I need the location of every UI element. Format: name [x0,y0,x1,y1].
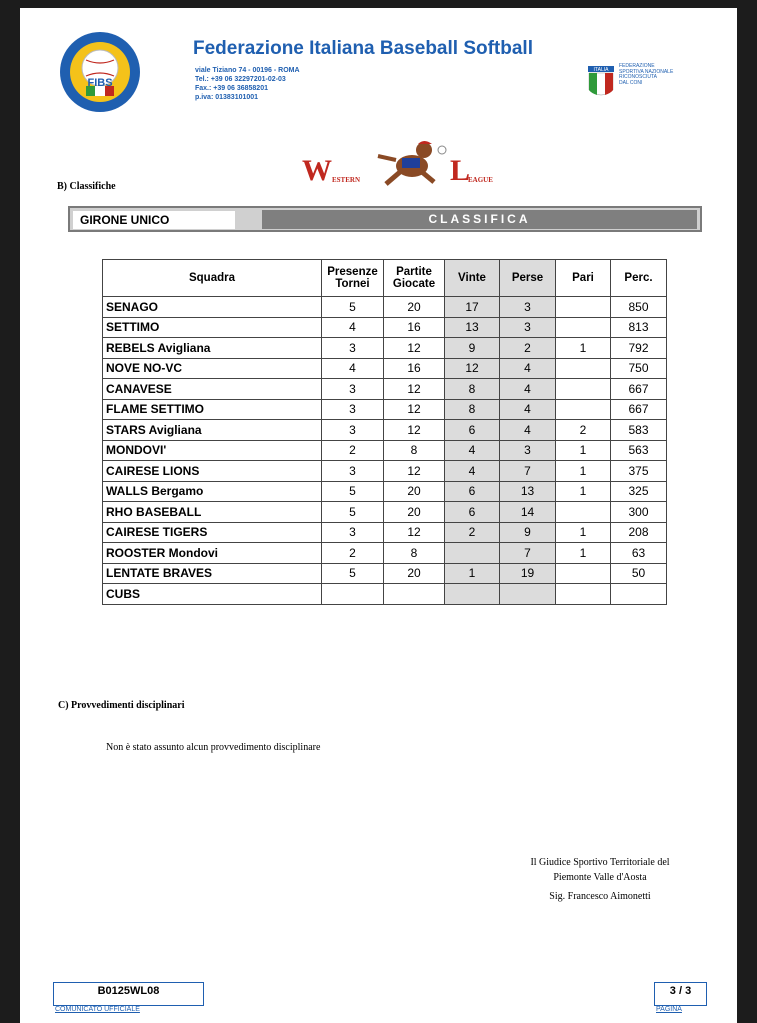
western-league-logo [302,136,512,188]
presenze-cell: 5 [322,563,384,584]
presenze-cell: 2 [322,543,384,564]
perc-cell [611,584,667,605]
table-row [103,481,667,502]
perse-cell [500,584,556,605]
pari-cell: 1 [556,461,611,482]
perc-cell: 750 [611,358,667,379]
perse-cell: 2 [500,338,556,359]
col-perc: Perc. [611,260,667,297]
table-row [103,420,667,441]
signature-line: Piemonte Valle d'Aosta [553,872,647,883]
coni-line: SPORTIVA NAZIONALE [619,68,674,75]
pari-cell [556,317,611,338]
address-line: Fax.: +39 06 36858201 [195,85,268,92]
team-cell: CAIRESE LIONS [103,461,322,482]
table-row [103,338,667,359]
footer-code-box [53,982,204,1013]
perse-cell: 14 [500,502,556,523]
pari-cell: 1 [556,543,611,564]
perse-cell: 4 [500,420,556,441]
footer-page-label: PAGINA [656,1006,682,1013]
table-row [103,563,667,584]
partite-cell: 12 [384,420,445,441]
presenze-cell: 4 [322,358,384,379]
team-cell: ROOSTER Mondovi [103,543,322,564]
vinte-cell: 6 [445,481,500,502]
perse-cell: 7 [500,543,556,564]
presenze-cell: 3 [322,338,384,359]
signature-line: Sig. Francesco Aimonetti [549,891,651,902]
table-row [103,317,667,338]
section-b-heading: B) Classifiche [57,181,116,192]
partite-cell: 12 [384,461,445,482]
vinte-cell: 8 [445,379,500,400]
table-row [103,379,667,400]
perse-cell: 19 [500,563,556,584]
perc-cell: 792 [611,338,667,359]
table-row [103,440,667,461]
footer-page-box [654,982,707,1013]
girone-label: GIRONE UNICO [73,211,235,229]
team-cell: RHO BASEBALL [103,502,322,523]
team-cell: NOVE NO-VC [103,358,322,379]
section-c-heading: C) Provvedimenti disciplinari [58,700,185,711]
partite-cell: 16 [384,317,445,338]
pari-cell [556,297,611,318]
standings-table [102,259,667,605]
presenze-cell: 2 [322,440,384,461]
address-line: viale Tiziano 74 - 00196 - ROMA [195,67,300,74]
perse-cell: 13 [500,481,556,502]
perc-cell: 375 [611,461,667,482]
perc-cell: 667 [611,379,667,400]
perse-cell: 3 [500,317,556,338]
partite-cell: 20 [384,481,445,502]
address-line: p.iva: 01383101001 [195,94,259,101]
vinte-cell: 9 [445,338,500,359]
document-page [20,8,737,1023]
presenze-cell: 3 [322,420,384,441]
perc-cell: 813 [611,317,667,338]
team-cell: SENAGO [103,297,322,318]
perc-cell: 50 [611,563,667,584]
presenze-cell: 3 [322,522,384,543]
presenze-cell [322,584,384,605]
table-row [103,461,667,482]
fibs-logo-text: FIBS [87,77,113,89]
table-row [103,297,667,318]
team-cell: STARS Avigliana [103,420,322,441]
perse-cell: 7 [500,461,556,482]
perc-cell: 583 [611,420,667,441]
team-cell: WALLS Bergamo [103,481,322,502]
coni-line: FEDERAZIONE [619,63,655,69]
col-presenze: Presenze Tornei [322,260,384,297]
league-logo-estern: ESTERN [332,176,361,184]
coni-line: DAL CONI [619,79,643,86]
partite-cell: 8 [384,440,445,461]
table-row [103,358,667,379]
pari-cell [556,399,611,420]
table-header-row [103,260,667,297]
perse-cell: 4 [500,379,556,400]
team-cell: CANAVESE [103,379,322,400]
presenze-cell: 3 [322,461,384,482]
perse-cell: 3 [500,297,556,318]
table-row [103,522,667,543]
footer-page: 3 / 3 [669,985,692,997]
partite-cell: 12 [384,522,445,543]
presenze-cell: 5 [322,481,384,502]
footer-code: B0125WL08 [97,985,160,997]
partite-cell: 20 [384,297,445,318]
col-partite: Partite Giocate [384,260,445,297]
vinte-cell: 4 [445,461,500,482]
perc-cell: 563 [611,440,667,461]
presenze-cell: 3 [322,399,384,420]
partite-cell: 12 [384,338,445,359]
pari-cell [556,563,611,584]
table-row [103,543,667,564]
pari-cell [556,502,611,523]
col-perse: Perse [500,260,556,297]
vinte-cell: 13 [445,317,500,338]
pari-cell: 1 [556,481,611,502]
perc-cell: 325 [611,481,667,502]
standings-body [103,297,667,605]
coni-flag-text: ITALIA [593,67,609,73]
col-pari: Pari [556,260,611,297]
partite-cell: 20 [384,563,445,584]
pari-cell [556,358,611,379]
table-row [103,584,667,605]
classifica-label: CLASSIFICA [262,210,697,229]
vinte-cell: 6 [445,502,500,523]
pari-cell: 1 [556,440,611,461]
girone-bar [68,206,702,232]
team-cell: CUBS [103,584,322,605]
perc-cell: 850 [611,297,667,318]
address-line: Tel.: +39 06 32297201-02-03 [195,76,286,83]
presenze-cell: 5 [322,502,384,523]
vinte-cell: 8 [445,399,500,420]
partite-cell: 12 [384,379,445,400]
team-cell: LENTATE BRAVES [103,563,322,584]
pari-cell [556,584,611,605]
league-logo-w: W [302,154,332,187]
team-cell: REBELS Avigliana [103,338,322,359]
vinte-cell: 6 [445,420,500,441]
vinte-cell: 12 [445,358,500,379]
signature-line: Il Giudice Sportivo Territoriale del [530,857,670,868]
vinte-cell [445,584,500,605]
league-logo-l: L [450,154,471,187]
partite-cell: 8 [384,543,445,564]
league-logo-eague: EAGUE [468,176,493,184]
disciplinary-text: Non è stato assunto alcun provvedimento disciplinare [106,742,321,753]
table-row [103,399,667,420]
col-vinte: Vinte [445,260,500,297]
signature-block [500,855,700,904]
presenze-cell: 4 [322,317,384,338]
federation-address [195,66,300,102]
pari-cell [556,379,611,400]
partite-cell [384,584,445,605]
coni-text [619,64,673,86]
bear-mascot-icon [372,136,454,188]
perc-cell: 300 [611,502,667,523]
perse-cell: 4 [500,399,556,420]
team-cell: SETTIMO [103,317,322,338]
vinte-cell [445,543,500,564]
vinte-cell: 17 [445,297,500,318]
col-squadra: Squadra [103,260,322,297]
partite-cell: 12 [384,399,445,420]
pari-cell: 1 [556,522,611,543]
vinte-cell: 4 [445,440,500,461]
team-cell: FLAME SETTIMO [103,399,322,420]
perc-cell: 208 [611,522,667,543]
presenze-cell: 5 [322,297,384,318]
presenze-cell: 3 [322,379,384,400]
fibs-logo [58,30,142,114]
footer-code-label: COMUNICATO UFFICIALE [55,1006,140,1013]
vinte-cell: 1 [445,563,500,584]
perse-cell: 9 [500,522,556,543]
vinte-cell: 2 [445,522,500,543]
perse-cell: 3 [500,440,556,461]
pari-cell: 2 [556,420,611,441]
federation-title: Federazione Italiana Baseball Softball [193,38,533,59]
coni-line: RICONOSCIUTA [619,74,657,80]
team-cell: MONDOVI' [103,440,322,461]
perc-cell: 667 [611,399,667,420]
perse-cell: 4 [500,358,556,379]
partite-cell: 20 [384,502,445,523]
partite-cell: 16 [384,358,445,379]
table-row [103,502,667,523]
perc-cell: 63 [611,543,667,564]
pari-cell: 1 [556,338,611,359]
team-cell: CAIRESE TIGERS [103,522,322,543]
